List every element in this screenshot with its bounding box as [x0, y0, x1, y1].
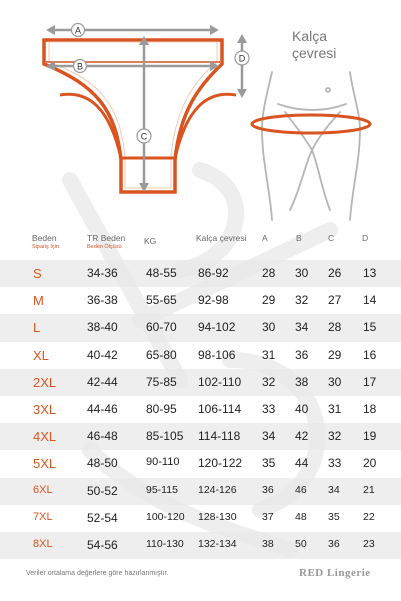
b-cell: 34 — [295, 320, 309, 335]
a-cell: 31 — [262, 347, 276, 362]
header-tr-beden: TR Beden — [87, 233, 126, 243]
b-cell: 36 — [295, 347, 309, 362]
hip-cell: 98-106 — [198, 347, 236, 362]
tr-cell: 44-46 — [87, 401, 118, 416]
tr-cell: 50-52 — [87, 483, 118, 498]
size-cell: 5XL — [33, 456, 57, 472]
hip-cell: 86-92 — [198, 266, 229, 280]
hip-cell: 124-126 — [198, 483, 237, 496]
c-cell: 26 — [328, 266, 342, 280]
size-cell: XL — [33, 347, 49, 363]
hip-cell: 114-118 — [198, 429, 241, 444]
a-cell: 30 — [262, 320, 276, 335]
d-cell: 13 — [363, 266, 377, 280]
table-row — [0, 396, 401, 423]
a-cell: 36 — [262, 483, 274, 496]
kg-cell: 90-110 — [146, 456, 180, 469]
size-cell: 7XL — [33, 510, 53, 523]
hip-cell: 94-102 — [198, 320, 236, 335]
d-cell: 15 — [363, 320, 377, 335]
kg-cell: 65-80 — [146, 347, 177, 362]
b-cell: 44 — [295, 456, 309, 471]
header-beden: Beden — [32, 233, 57, 243]
table-row — [0, 532, 401, 559]
a-cell: 38 — [262, 537, 274, 550]
c-cell: 32 — [328, 429, 342, 444]
tr-cell: 48-50 — [87, 456, 118, 471]
tr-cell: 54-56 — [87, 537, 118, 552]
tr-cell: 34-36 — [87, 266, 118, 280]
table-row — [0, 342, 401, 369]
c-cell: 34 — [328, 483, 340, 496]
size-cell: 3XL — [33, 401, 57, 417]
table-row — [0, 369, 401, 396]
kg-cell: 55-65 — [146, 293, 177, 308]
tr-cell: 42-44 — [87, 374, 118, 389]
table-row — [0, 287, 401, 314]
hip-measure-ellipse — [252, 115, 370, 133]
kg-cell: 100-120 — [146, 510, 185, 523]
brand-logo-text: RED Lingerie — [299, 567, 371, 579]
hip-title-line2: çevresi — [292, 45, 337, 61]
d-cell: 23 — [363, 537, 375, 550]
c-cell: 36 — [328, 537, 340, 550]
header-tr-beden-sub: Beden Ölçüsü — [87, 244, 122, 250]
table-row — [0, 478, 401, 505]
label-a: A — [74, 25, 82, 36]
d-cell: 19 — [363, 429, 377, 444]
body-silhouette — [262, 72, 360, 220]
b-cell: 30 — [295, 266, 309, 280]
size-cell: S — [33, 266, 42, 281]
size-cell: M — [33, 293, 44, 309]
kg-cell: 110-130 — [146, 537, 184, 550]
b-cell: 42 — [295, 429, 309, 444]
hip-cell: 132-134 — [198, 537, 237, 550]
c-cell: 29 — [328, 347, 342, 362]
header-kalca: Kalça çevresi — [196, 233, 247, 243]
header-a: A — [262, 233, 268, 243]
kg-cell: 80-95 — [146, 401, 177, 416]
a-cell: 35 — [262, 456, 276, 471]
hip-cell: 106-114 — [198, 401, 242, 416]
b-cell: 32 — [295, 293, 309, 308]
hip-cell: 102-110 — [198, 374, 242, 389]
d-cell: 17 — [363, 374, 377, 389]
d-cell: 16 — [363, 347, 377, 362]
kg-cell: 60-70 — [146, 320, 177, 335]
tr-cell: 52-54 — [87, 510, 118, 525]
c-cell: 31 — [328, 401, 342, 416]
header-b: B — [296, 233, 302, 243]
size-table — [0, 260, 401, 559]
size-cell: 6XL — [33, 483, 53, 496]
size-cell: 4XL — [33, 429, 57, 445]
c-cell: 35 — [328, 510, 340, 523]
kg-cell: 85-105 — [146, 429, 184, 444]
b-cell: 50 — [295, 537, 307, 550]
size-diagram — [0, 0, 401, 230]
a-cell: 29 — [262, 293, 276, 308]
c-cell: 30 — [328, 374, 342, 389]
table-header — [0, 233, 401, 255]
tr-cell: 36-38 — [87, 293, 118, 308]
a-cell: 34 — [262, 429, 276, 444]
a-cell: 33 — [262, 401, 276, 416]
hip-cell: 120-122 — [198, 456, 243, 471]
d-cell: 18 — [363, 401, 377, 416]
c-cell: 33 — [328, 456, 342, 471]
label-c: C — [140, 131, 148, 142]
d-cell: 20 — [363, 456, 377, 471]
header-c: C — [328, 233, 335, 243]
a-cell: 37 — [262, 510, 274, 523]
d-cell: 21 — [363, 483, 375, 496]
tr-cell: 40-42 — [87, 347, 118, 362]
briefs-outline — [44, 40, 222, 192]
d-cell: 22 — [363, 510, 375, 523]
b-cell: 48 — [295, 510, 307, 523]
b-cell: 38 — [295, 374, 309, 389]
table-row — [0, 260, 401, 287]
b-cell: 40 — [295, 401, 309, 416]
table-row — [0, 450, 401, 477]
tr-cell: 46-48 — [87, 429, 118, 444]
size-cell: L — [33, 320, 41, 336]
kg-cell: 48-55 — [146, 266, 177, 280]
size-cell: 2XL — [33, 374, 57, 390]
a-cell: 28 — [262, 266, 276, 280]
hip-title — [292, 28, 336, 62]
hip-cell: 92-98 — [198, 293, 229, 308]
header-d: D — [362, 233, 369, 243]
size-cell: 8XL — [33, 537, 53, 550]
kg-cell: 75-85 — [146, 374, 177, 389]
hip-title-line1: Kalça — [292, 28, 328, 44]
c-cell: 28 — [328, 320, 342, 335]
label-d: D — [238, 53, 246, 64]
c-cell: 27 — [328, 293, 342, 308]
kg-cell: 95-115 — [146, 483, 178, 496]
header-kg: KG — [144, 236, 157, 246]
tr-cell: 38-40 — [87, 320, 118, 335]
a-cell: 32 — [262, 374, 276, 389]
d-cell: 14 — [363, 293, 377, 308]
table-row — [0, 423, 401, 450]
table-row — [0, 505, 401, 532]
label-b: B — [76, 61, 84, 72]
footer-note: Veriler ortalama değerlere göre hazırlanmıştır. — [26, 570, 169, 577]
hip-cell: 128-130 — [198, 510, 237, 523]
header-beden-sub: Sipariş İçin — [32, 244, 59, 250]
b-cell: 46 — [295, 483, 307, 496]
table-row — [0, 314, 401, 341]
